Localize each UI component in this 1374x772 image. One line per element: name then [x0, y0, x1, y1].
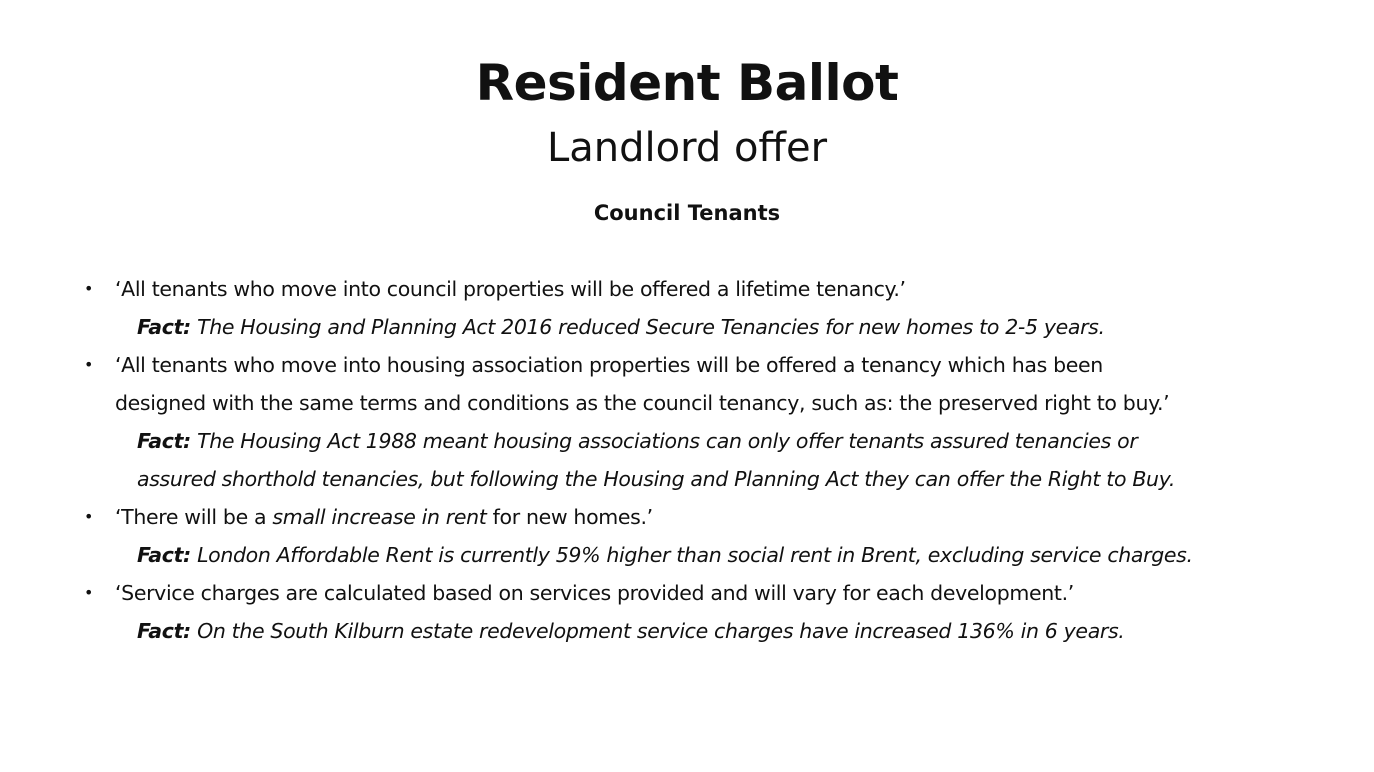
section-heading: Council Tenants — [593, 201, 781, 225]
fact-line — [0, 308, 1374, 346]
claim-emphasis: small increase in rent — [272, 505, 487, 529]
fact-label: Fact: — [137, 315, 191, 339]
bullet-icon: • — [84, 279, 94, 298]
slide-title: Resident Ballot — [475, 54, 899, 112]
fact-label: Fact: — [137, 543, 191, 567]
list-item — [0, 498, 1374, 536]
fact-label: Fact: — [137, 429, 191, 453]
fact-text: assured shorthold tenancies, but following the Housing and Planning Act they can offer the Right to Buy. — [137, 467, 1176, 491]
fact-text: London Affordable Rent is currently 59% higher than social rent in Brent, excluding service charges. — [197, 543, 1193, 567]
claim-text: ‘All tenants who move into housing association properties will be offered a tenancy which has been — [115, 353, 1103, 377]
claim-text: ‘All tenants who move into council properties will be offered a lifetime tenancy.’ — [115, 277, 906, 301]
bullet-icon: • — [84, 507, 94, 526]
fact-line — [0, 422, 1374, 460]
fact-text: The Housing Act 1988 meant housing associations can only offer tenants assured tenancies or — [197, 429, 1138, 453]
claim-text — [115, 498, 653, 536]
bullet-icon: • — [84, 355, 94, 374]
fact-line — [0, 536, 1374, 574]
bullet-icon: • — [84, 583, 94, 602]
slide-subtitle: Landlord offer — [546, 125, 828, 171]
fact-label: Fact: — [137, 619, 191, 643]
list-item — [0, 270, 1374, 308]
bullet-list — [0, 270, 1374, 650]
claim-text: designed with the same terms and conditions as the council tenancy, such as: the preserved right to buy.’ — [115, 391, 1170, 415]
claim-text: ‘Service charges are calculated based on services provided and will vary for each development.’ — [115, 581, 1074, 605]
list-item — [0, 574, 1374, 612]
fact-continuation — [0, 460, 1374, 498]
claim-text-part: ‘There will be a — [115, 505, 273, 529]
fact-line — [0, 612, 1374, 650]
fact-text: On the South Kilburn estate redevelopment service charges have increased 136% in 6 years. — [197, 619, 1125, 643]
claim-text-part: for new homes.’ — [486, 505, 653, 529]
list-item — [0, 346, 1374, 384]
fact-text: The Housing and Planning Act 2016 reduced Secure Tenancies for new homes to 2-5 years. — [197, 315, 1105, 339]
claim-continuation — [0, 384, 1374, 422]
